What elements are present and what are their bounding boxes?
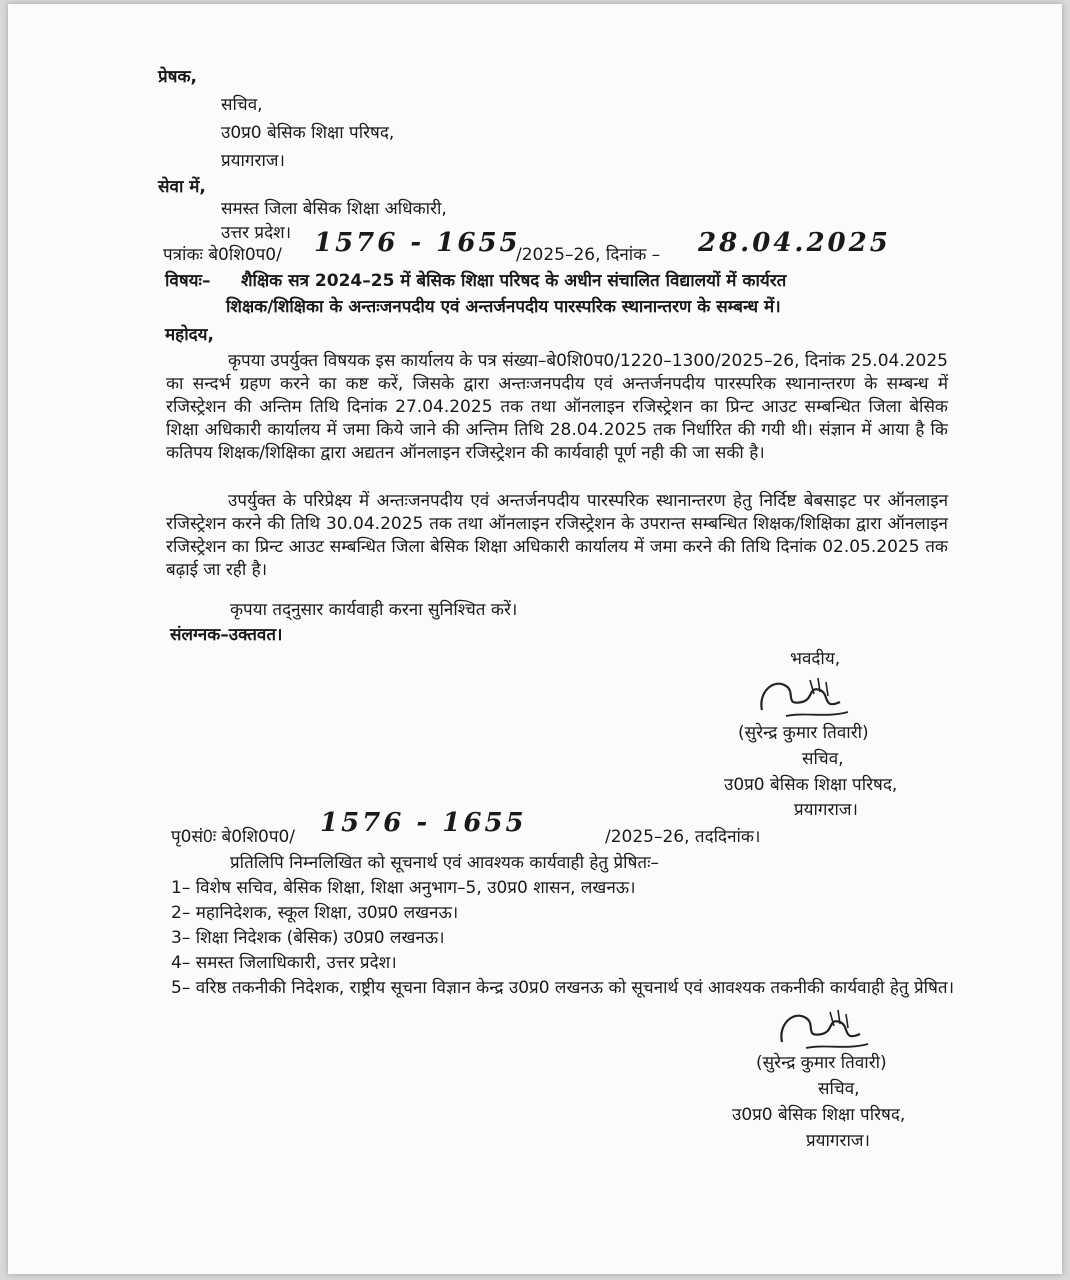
signatory-designation: सचिव, [802, 749, 844, 769]
recipient-line-1: समस्त जिला बेसिक शिक्षा अधिकारी, [221, 199, 447, 219]
ref-prefix: पत्रांकः बे0शि0प0/ [163, 245, 282, 265]
ref-handwritten-date: 28.04.2025 [698, 228, 891, 258]
sender-line-2: उ0प्र0 बेसिक शिक्षा परिषद, [221, 123, 395, 143]
paragraph-3: कृपया तद्नुसार कार्यवाही करना सुनिश्चित करें। [230, 600, 518, 620]
signatory-office: उ0प्र0 बेसिक शिक्षा परिषद, [724, 775, 898, 795]
copy-item-1: 1– विशेष सचिव, बेसिक शिक्षा, शिक्षा अनुभाग–5, उ0प्र0 शासन, लखनऊ। [171, 878, 636, 898]
copy-ref-handwritten-number: 1576 - 1655 [320, 808, 527, 838]
signatory-2-designation: सचिव, [818, 1079, 860, 1099]
copy-item-4: 4– समस्त जिलाधिकारी, उत्तर प्रदेश। [171, 953, 397, 973]
ref-handwritten-number: 1576 - 1655 [314, 228, 521, 258]
paragraph-1: कृपया उपर्युक्त विषयक इस कार्यालय के पत्र संख्या–बे0शि0प0/1220–1300/2025–26, दिनांक 25.04.2025 का सन्दर्भ ग्रहण करने का कष्ट करें, जिसके द्वारा अन्तःजनपदीय एवं अन्तर्जनपदीय पारस्परिक स्थानान्तरण के सम्बन्ध में रजिस्ट्रेशन की अन्तिम तिथि दिनांक 27.04.2025 तक तथा ऑनलाइन रजिस्ट्रेशन का प्रिन्ट आउट सम्बन्धित जिला बेसिक शिक्षा अधिकारी कार्यालय में जमा किये जाने की अन्तिम तिथि 28.04.2025 तक निर्धारित की गयी थी। संज्ञान में आया है कि कतिपय शिक्षक/शिक्षिका द्वारा अद्यतन ऑनलाइन रजिस्ट्रेशन की कार्यवाही पूर्ण नही की जा सकी है। [166, 351, 948, 463]
sender-line-1: सचिव, [221, 95, 263, 115]
signatory-name: (सुरेन्द्र कुमार तिवारी) [738, 723, 869, 743]
signatory-2-city: प्रयागराज। [806, 1131, 870, 1151]
copy-intro: प्रतिलिपि निम्नलिखित को सूचनार्थ एवं आवश्यक कार्यवाही हेतु प्रेषितः– [230, 853, 660, 873]
closing: भवदीय, [790, 649, 841, 669]
copy-ref-prefix: पृ0सं0ः बे0शि0प0/ [171, 827, 296, 847]
ref-year: /2025–26, दिनांक – [516, 245, 661, 265]
subject-label: विषयः– [165, 271, 211, 291]
letter-page [8, 4, 1062, 1274]
enclosure: संलग्नक–उक्तवत। [170, 625, 283, 645]
copy-item-3: 3– शिक्षा निदेशक (बेसिक) उ0प्र0 लखनऊ। [171, 928, 445, 948]
signatory-2-name: (सुरेन्द्र कुमार तिवारी) [756, 1053, 887, 1073]
subject-line-2: शिक्षक/शिक्षिका के अन्तःजनपदीय एवं अन्तर्जनपदीय पारस्परिक स्थानान्तरण के सम्बन्ध में। [226, 297, 781, 317]
subject-line-1: शैक्षिक सत्र 2024–25 में बेसिक शिक्षा परिषद के अधीन संचालित विद्यालयों में कार्यरत [241, 271, 787, 291]
sender-label: प्रेषक, [158, 67, 198, 87]
signature-1 [756, 672, 866, 724]
recipient-label: सेवा में, [158, 177, 206, 197]
salutation: महोदय, [165, 325, 214, 345]
copy-ref-year: /2025–26, तददिनांक। [605, 827, 761, 847]
copy-item-5: 5– वरिष्ठ तकनीकी निदेशक, राष्ट्रीय सूचना विज्ञान केन्द्र उ0प्र0 लखनऊ को सूचनार्थ एवं आवश्यक तकनीकी कार्यवाही हेतु प्रेषित। [171, 978, 955, 998]
recipient-line-2: उत्तर प्रदेश। [221, 223, 292, 243]
sender-line-3: प्रयागराज। [221, 151, 285, 171]
copy-item-2: 2– महानिदेशक, स्कूल शिक्षा, उ0प्र0 लखनऊ। [171, 903, 459, 923]
signature-2 [776, 1004, 886, 1056]
signatory-2-office: उ0प्र0 बेसिक शिक्षा परिषद, [732, 1105, 906, 1125]
paragraph-2: उपर्युक्त के परिप्रेक्ष्य में अन्तःजनपदीय एवं अन्तर्जनपदीय पारस्परिक स्थानान्तरण हेतु निर्दिष्ट बेबसाइट पर ऑनलाइन रजिस्ट्रेशन करने की तिथि 30.04.2025 तक तथा ऑनलाइन रजिस्ट्रेशन के उपरान्त सम्बन्धित शिक्षक/शिक्षिका द्वारा ऑनलाइन रजिस्ट्रेशन का प्रिन्ट आउट सम्बन्धित जिला बेसिक शिक्षा अधिकारी कार्यालय में जमा करने की तिथि दिनांक 02.05.2025 तक बढ़ाई जा रही है। [166, 491, 948, 580]
signatory-city: प्रयागराज। [794, 800, 858, 820]
